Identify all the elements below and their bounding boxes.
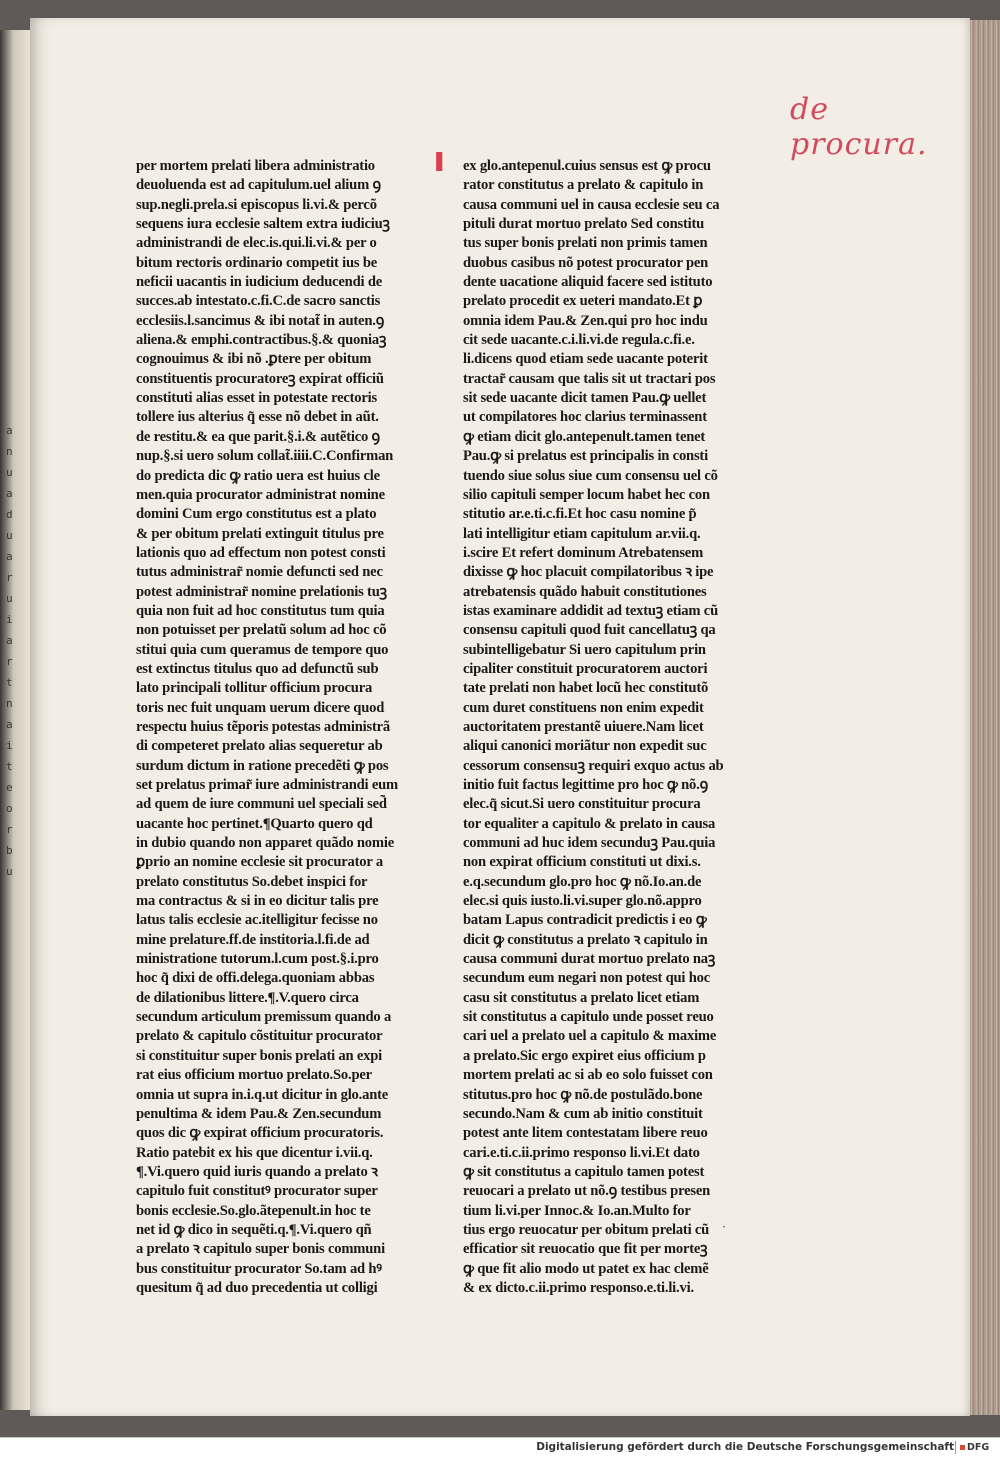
text-line: ut compilatores hoc clarius terminassent xyxy=(463,409,707,426)
text-line: silio capituli semper locum habet hec con xyxy=(463,486,710,503)
text-line: stitutio ar.e.ti.c.fi.Et hoc casu nomine p̃ xyxy=(463,506,697,523)
text-line: est extinctus titulus quo ad defunctũ sub xyxy=(136,660,379,677)
text-line: secundo.Nam & cum ab initio constituit xyxy=(463,1105,703,1122)
text-line: potest administrar̃ nomine prelationis tuꝫ xyxy=(136,583,387,600)
text-line: sequens iura ecclesie saltem extra iudiciuꝫ xyxy=(136,216,390,233)
text-line: penultima & idem Pau.& Zen.secundum xyxy=(136,1105,382,1122)
text-line: ecclesiis.l.sancimus & ibi notat̃ in auten.ꝯ xyxy=(136,312,385,329)
text-line: ꝙ sit constitutus a capitulo tamen potest xyxy=(463,1163,705,1180)
text-line: surdum dictum in ratione precedẽti ꝙ pos xyxy=(136,757,389,774)
text-line: sup.negli.prela.si episcopus li.vi.& percõ xyxy=(136,196,377,213)
text-line: mine prelature.ff.de institoria.l.fi.de ad xyxy=(136,931,370,948)
text-line: net id ꝙ dico in sequẽti.q.¶.Vi.quero qñ xyxy=(136,1221,372,1238)
text-line: i.scire Et refert dominum Atrebatensem xyxy=(463,544,704,561)
previous-page-edge xyxy=(0,30,30,1410)
text-line: de dilationibus littere.¶.V.quero circa xyxy=(136,989,359,1006)
text-line: sit constitutus a capitulo unde posset reuo xyxy=(463,1009,714,1026)
text-line: cum duret constituens non enim expedit xyxy=(463,699,704,716)
text-line: tium li.vi.per Innoc.& Io.an.Multo for xyxy=(463,1202,691,1219)
text-line: reuocari a prelato ut nõ.ꝯ testibus presen xyxy=(463,1183,711,1200)
text-line: dente uacatione aliquid facere sed istituto xyxy=(463,274,713,291)
text-line: latus talis ecclesie ac.itelligitur fecisse no xyxy=(136,912,378,929)
text-line: cit sede uacante.c.i.li.vi.de regula.c.fi.e. xyxy=(463,332,695,349)
text-line: do predicta dic ꝙ ratio uera est huius cle xyxy=(136,467,380,484)
text-line: communi ad huc idem secunduꝫ Pau.quia xyxy=(463,835,716,852)
text-line: tuendo siue solus siue cum consensu uel cõ xyxy=(463,467,718,484)
text-line: ministratione tutorum.l.cum post.§.i.pro xyxy=(136,951,379,968)
text-line: neficii uacantis in iudicium deducendi de xyxy=(136,274,383,291)
text-line: duobus casibus nõ potest procurator pen xyxy=(463,254,709,271)
text-line: per mortem prelati libera administratio xyxy=(136,158,375,174)
text-line: atrebatensis quãdo habuit constitutiones xyxy=(463,583,707,600)
text-line: aliena.& emphi.contractibus.§.& quoniaꝫ xyxy=(136,332,387,349)
text-line: prelato procedit ex ueteri mandato.Et ꝑ xyxy=(463,293,703,310)
text-line: ad quem de iure communi uel speciali sed̃ xyxy=(136,796,387,813)
text-line: causa communi uel in causa ecclesie seu ca xyxy=(463,196,720,213)
text-line: cari.e.ti.c.ii.primo responso li.vi.Et dato xyxy=(463,1144,700,1161)
footer-bar xyxy=(0,1437,1000,1458)
text-line: cognouimus & ibi nõ .ꝑtere per obitum xyxy=(136,351,372,368)
text-line: nup.§.si uero solum collat̃.iiii.C.Confirman xyxy=(136,448,394,465)
text-line: lati intelligitur etiam capitulum ar.vii.q. xyxy=(463,525,701,542)
logo-dot-icon xyxy=(960,1445,965,1450)
text-line: tutus administrar̃ nomie defuncti sed nec xyxy=(136,564,383,581)
text-line: tor equaliter a capitulo & prelato in causa xyxy=(463,815,716,832)
text-line: constituentis procuratoreꝫ expirat officiũ xyxy=(136,370,384,387)
text-line: causa communi durat mortuo prelato naꝫ xyxy=(463,951,716,968)
text-line: uacante hoc pertinet.¶Quarto quero qd xyxy=(136,815,373,832)
text-column-right xyxy=(463,157,769,1298)
text-line: tractar̃ causam que talis sit ut tractari pos xyxy=(463,370,716,387)
text-line: ꝑprio an nomine ecclesie sit procurator a xyxy=(136,854,383,871)
text-line: tollere ius alterius q̃ esse nõ debet in aũt. xyxy=(136,409,379,426)
text-line: elec.si quis iusto.li.vi.super glo.nõ.appro xyxy=(463,893,702,910)
text-line: mortem prelati ac si ab eo solo fuisset con xyxy=(463,1067,713,1084)
text-line: e.q.secundum glo.pro hoc ꝙ nõ.Io.an.de xyxy=(463,873,702,890)
text-line: stitui quia cum queramus de tempore quo xyxy=(136,641,389,658)
text-line: lationis quo ad effectum non potest consti xyxy=(136,544,386,561)
text-line: Ratio patebit ex his que dicentur i.vii.q. xyxy=(136,1144,373,1161)
text-line: batam Lapus contradicit predictis i eo ꝙ xyxy=(463,912,707,929)
text-line: sit sede uacante dicit tamen Pau.ꝙ uellet xyxy=(463,390,707,407)
text-line: secundum articulum premissum quando a xyxy=(136,1009,392,1026)
text-line: toris nec fuit unquam uerum dicere quod xyxy=(136,699,385,716)
text-line: respectu huius tẽporis potestas administrã xyxy=(136,718,391,735)
text-line: & ex dicto.c.ii.primo responso.e.ti.li.vi. xyxy=(463,1279,694,1296)
text-line: li.dicens quod etiam sede uacante poterit xyxy=(463,351,708,368)
previous-page-text-fragment: a n u a d u a r u i a r t n a i t e o r b u xyxy=(6,424,13,878)
text-line: si constituitur super bonis prelati an expi xyxy=(136,1047,383,1064)
text-line: & per obitum prelati extinguit titulus pre xyxy=(136,525,384,542)
text-line: di competeret prelato alias sequeretur ab xyxy=(136,738,383,755)
dfg-logo xyxy=(955,1441,994,1454)
funding-credit: Digitalisierung gefördert durch die Deutsche Forschungsgemeinschaft xyxy=(536,1441,954,1453)
text-line: non potuisset per prelatũ solum ad hoc cõ xyxy=(136,622,387,639)
text-line: ꝙ que fit alio modo ut patet ex hac clemẽ xyxy=(463,1260,709,1277)
text-line: constituti alias esset in potestate rectoris xyxy=(136,390,378,407)
text-line: rator constitutus a prelato & capitulo in xyxy=(463,177,704,194)
text-line: lato principali tollitur officium procura xyxy=(136,680,373,697)
text-line: prelato & capitulo cõstituitur procurator xyxy=(136,1028,383,1045)
text-line: in dubio quando non apparet quãdo nomie xyxy=(136,835,394,852)
text-line: quos dic ꝙ expirat officium procuratoris. xyxy=(136,1125,384,1142)
text-line: dicit ꝙ constitutus a prelato ꝛ capitulo in xyxy=(463,931,708,948)
text-line: bitum rectoris ordinario competit ius be xyxy=(136,254,378,271)
text-line: efficatior sit reuocatio que fit per morteꝫ xyxy=(463,1241,708,1258)
text-line: consensu capituli quod fuit cancellatuꝫ qa xyxy=(463,622,716,639)
text-line: bus constituitur procurator So.tam ad hꝰ xyxy=(136,1260,382,1277)
text-line: potest ante litem contestatam libere reuo xyxy=(463,1125,708,1142)
text-line: Pau.ꝙ si prelatus est principalis in consti xyxy=(463,448,708,465)
text-line: rat eius officium mortuo prelato.So.per xyxy=(136,1067,372,1084)
text-line: men.quia procurator administrat nomine xyxy=(136,486,385,503)
text-line: cessorum consensuꝫ requiri exquo actus ab xyxy=(463,757,724,774)
text-line: auctoritatem prestantẽ uiuere.Nam licet xyxy=(463,718,704,735)
text-line: subintelligebatur Si uero capitulum prin xyxy=(463,641,706,658)
text-line: domini Cum ergo constitutus est a plato xyxy=(136,506,377,523)
text-line: casu sit constitutus a prelato licet etiam xyxy=(463,989,700,1006)
text-line: aliqui canonici moriãtur non expedit suc xyxy=(463,738,707,755)
text-line: pituli durat mortuo prelato Sed constitu xyxy=(463,216,705,233)
text-column-left xyxy=(136,157,436,1298)
text-line: capitulo fuit constitutꝰ procurator super xyxy=(136,1183,378,1200)
text-line: quia non fuit ad hoc constitutus tum quia xyxy=(136,602,385,619)
text-line: quesitum q̃ ad duo precedentia ut colligi xyxy=(136,1279,378,1296)
text-line: tate prelati non habet locũ hec constitutõ xyxy=(463,680,709,697)
text-line: ma contractus & si in eo dicitur talis pre xyxy=(136,893,379,910)
text-line: tus super bonis prelati non primis tamen xyxy=(463,235,708,252)
text-line: elec.q̃ sicut.Si uero constituitur procura xyxy=(463,796,701,813)
text-line: non expirat officium constituti ut dixi.s. xyxy=(463,854,701,871)
marginal-annotation-mark: I xyxy=(430,148,449,178)
text-line: de restitu.& ea que parit.§.i.& autẽtico ꝯ xyxy=(136,428,380,445)
marginal-annotation-title: de procura. xyxy=(790,92,928,162)
text-line: a prelato.Sic ergo expiret eius officium p xyxy=(463,1047,706,1064)
text-line: omnia ut supra in.i.q.ut dicitur in glo.ante xyxy=(136,1086,389,1103)
text-line: omnia idem Pau.& Zen.qui pro hoc indu xyxy=(463,312,708,329)
text-line: ex glo.antepenul.cuius sensus est ꝙ procu xyxy=(463,158,711,174)
text-line: stitutus.pro hoc ꝙ nõ.de postulãdo.bone xyxy=(463,1086,703,1103)
text-line: secundum eum negari non potest qui hoc xyxy=(463,970,711,987)
text-line: bonis ecclesie.So.glo.ãtepenult.in hoc te xyxy=(136,1202,371,1219)
text-line: a prelato ꝛ capitulo super bonis communi xyxy=(136,1241,385,1258)
text-line: administrandi de elec.is.qui.li.vi.& per o xyxy=(136,235,377,252)
text-line: dixisse ꝙ hoc placuit compilatoribus ꝛ ipe xyxy=(463,564,714,581)
text-line: hoc q̃ dixi de offi.delega.quoniam abbas xyxy=(136,970,375,987)
text-line: deuoluenda est ad capitulum.uel alium ꝯ xyxy=(136,177,381,194)
text-line: istas examinare addidit ad textuꝫ etiam cũ xyxy=(463,602,718,619)
text-line: succes.ab intestato.c.fi.C.de sacro sanctis xyxy=(136,293,381,310)
text-line: ¶.Vi.quero quid iuris quando a prelato ꝛ xyxy=(136,1163,378,1180)
dfg-logo-text: DFG xyxy=(967,1442,990,1453)
text-line: initio fuit factus legittime pro hoc ꝙ nõ.ꝯ xyxy=(463,777,708,793)
signature-mark: · xyxy=(722,1220,727,1235)
text-line: prelato constitutus So.debet inspici for xyxy=(136,873,368,890)
text-line: tius ergo reuocatur per obitum prelati cũ xyxy=(463,1221,710,1238)
text-line: set prelatus primar̃ iure administrandi eum xyxy=(136,777,398,793)
text-line: cipaliter constituit procuratorem auctori xyxy=(463,660,708,677)
text-line: ꝙ etiam dicit glo.antepenult.tamen tenet xyxy=(463,428,706,445)
text-line: cari uel a prelato uel a capitulo & maxime xyxy=(463,1028,717,1045)
